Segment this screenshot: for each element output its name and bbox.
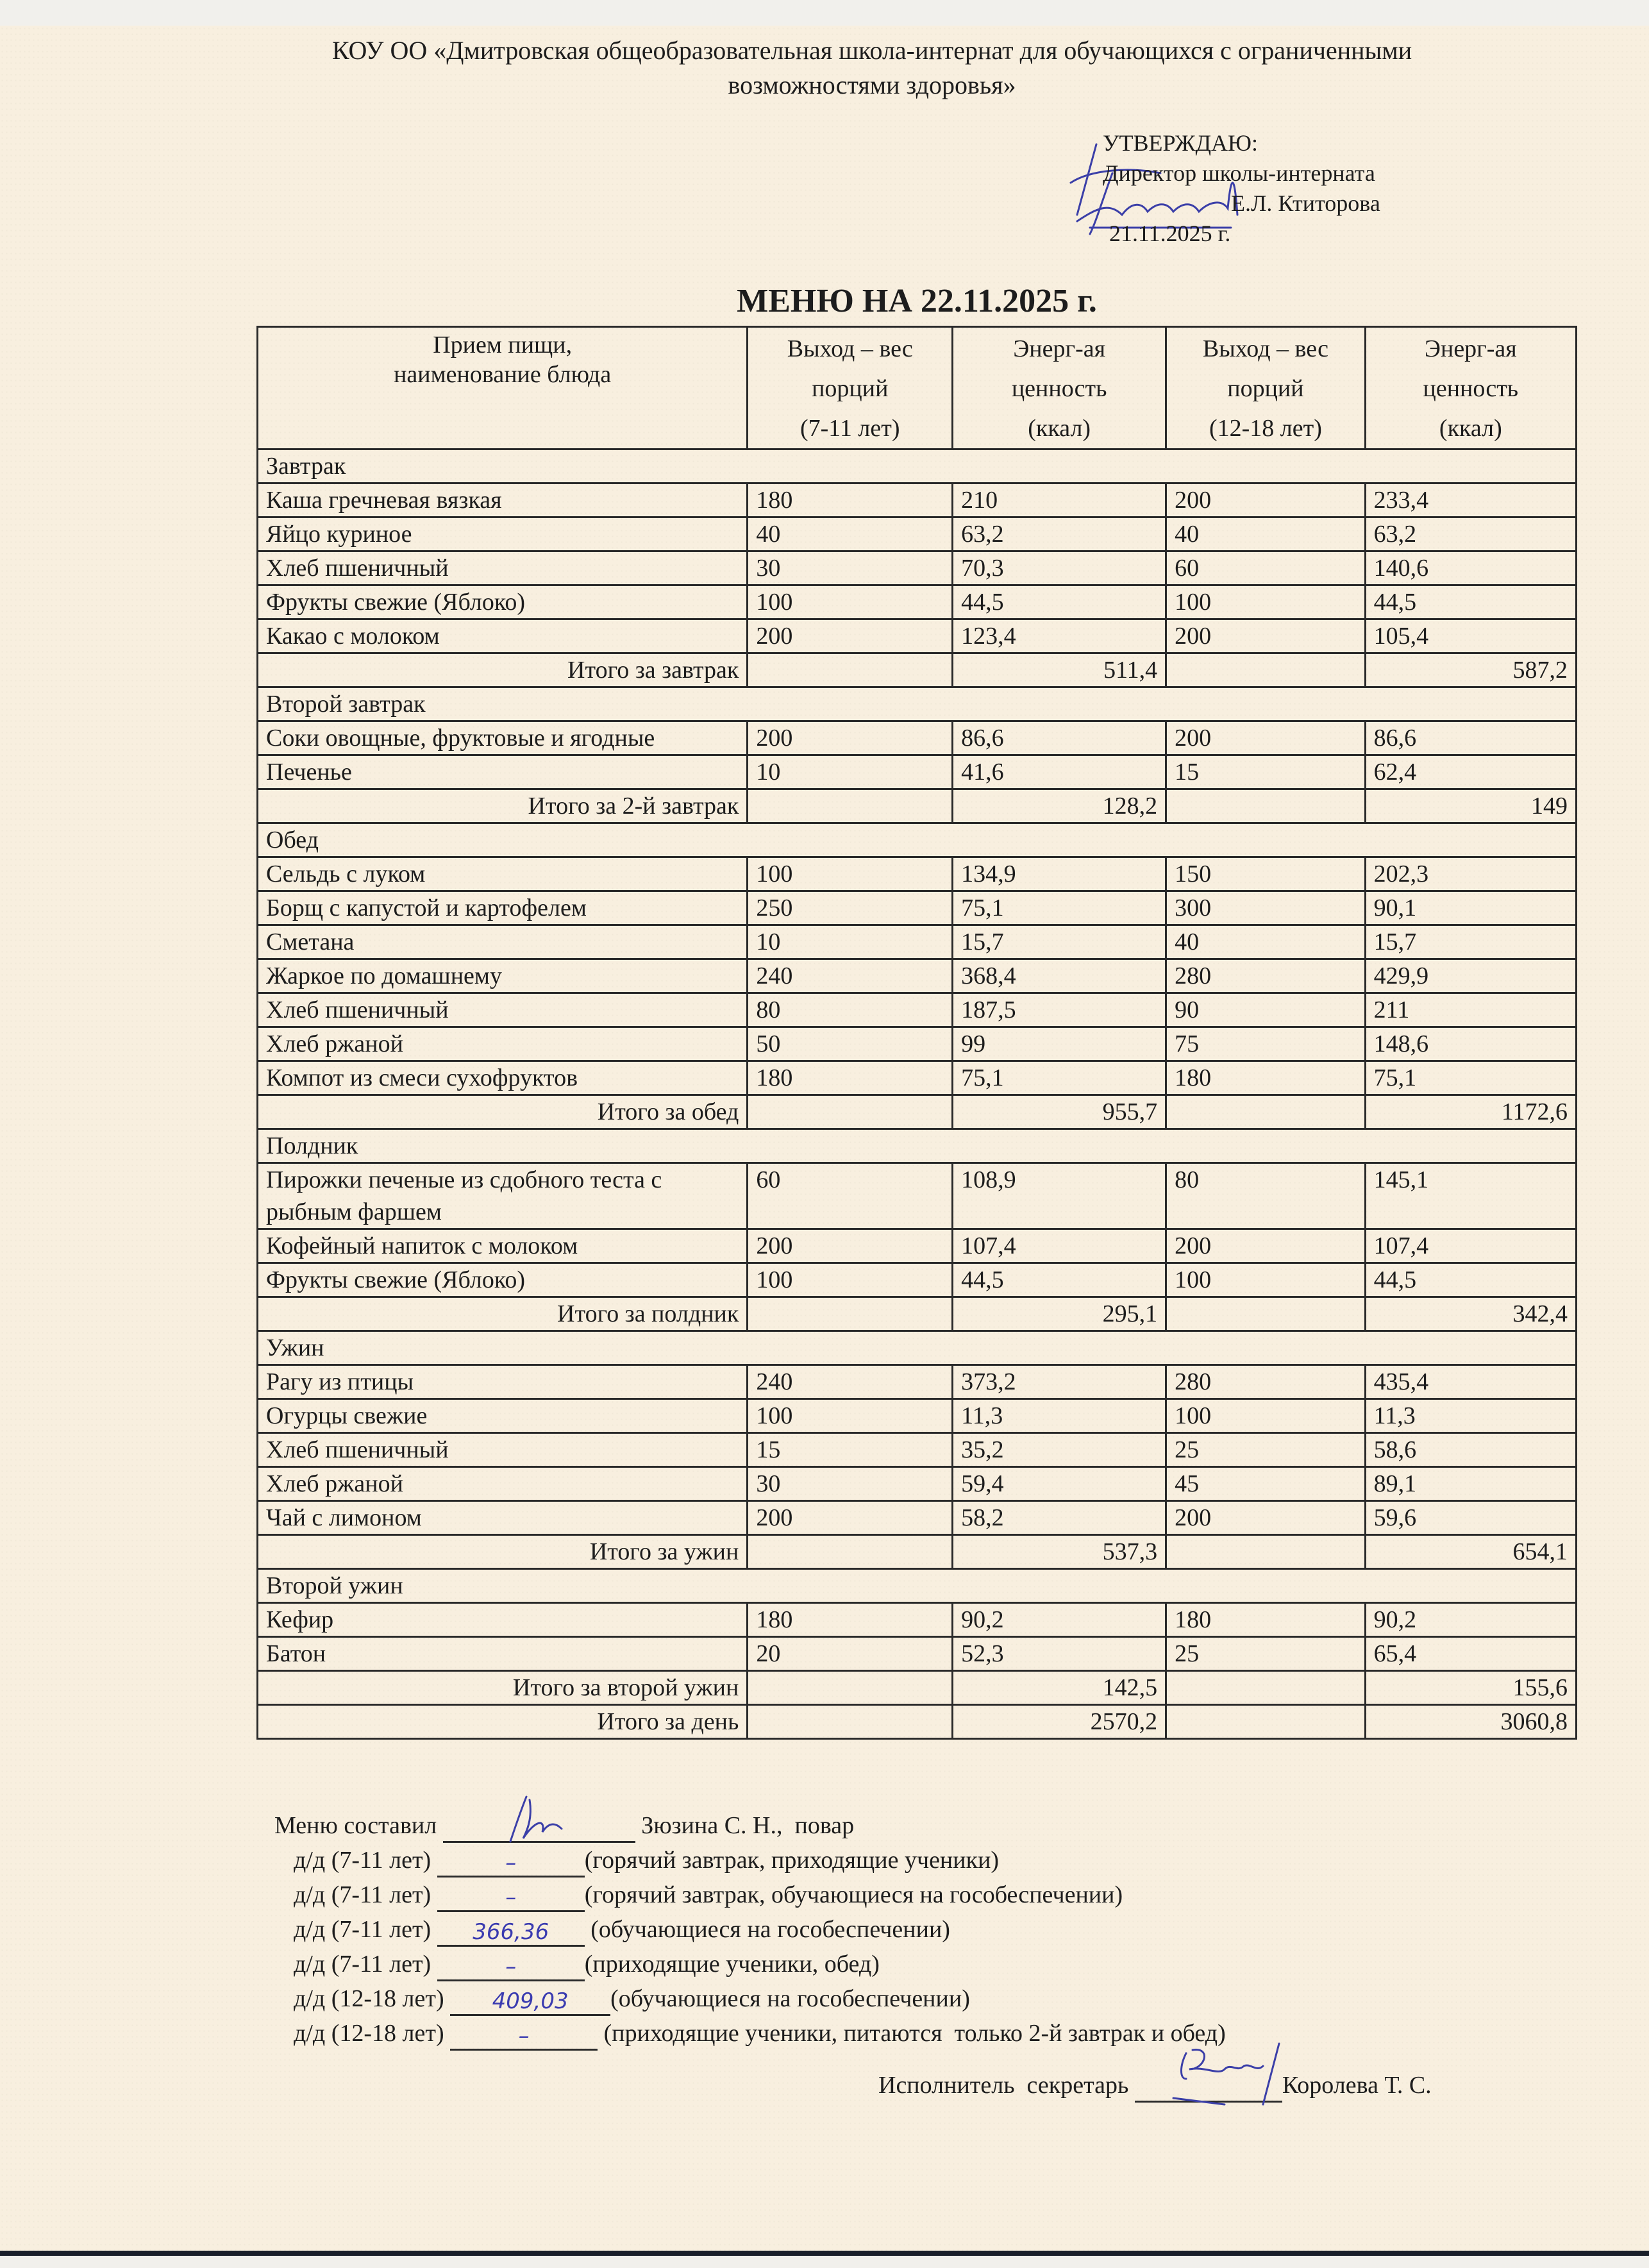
dish-name: Кофейный напиток с молоком [258, 1229, 748, 1263]
section-total-row [258, 1297, 1577, 1331]
total-empty [748, 1535, 953, 1569]
total-energy-12-18: 1172,6 [1365, 1095, 1576, 1129]
total-energy-7-11: 128,2 [953, 789, 1166, 823]
total-energy-7-11: 537,3 [953, 1535, 1166, 1569]
total-label: Итого за 2-й завтрак [258, 789, 748, 823]
executor-name: Королева Т. С. [1282, 2072, 1432, 2099]
dish-name: Батон [258, 1637, 748, 1671]
dish-name: Кефир [258, 1603, 748, 1637]
weight-12-18: 200 [1166, 1229, 1366, 1263]
section-name: Ужин [258, 1331, 1577, 1365]
weight-7-11: 30 [748, 551, 953, 585]
weight-7-11: 10 [748, 925, 953, 959]
dish-name: Хлеб ржаной [258, 1027, 748, 1061]
energy-7-11: 44,5 [953, 585, 1166, 619]
total-energy-7-11: 142,5 [953, 1671, 1166, 1705]
energy-12-18: 90,2 [1365, 1603, 1576, 1637]
table-row [258, 517, 1577, 551]
energy-12-18: 44,5 [1365, 1263, 1576, 1297]
dish-name: Борщ с капустой и картофелем [258, 891, 748, 925]
section-name: Завтрак [258, 449, 1577, 483]
table-row [258, 721, 1577, 755]
weight-7-11: 10 [748, 755, 953, 789]
energy-7-11: 134,9 [953, 857, 1166, 891]
total-label: Итого за обед [258, 1095, 748, 1129]
total-energy-12-18: 155,6 [1365, 1671, 1576, 1705]
section-name: Второй завтрак [258, 687, 1577, 721]
energy-12-18: 148,6 [1365, 1027, 1576, 1061]
table-row [258, 1603, 1577, 1637]
age-group-label: д/д (7-11 лет) [294, 1916, 431, 1943]
footer-block [274, 1808, 1226, 2051]
executor-signature [1135, 2072, 1282, 2103]
day-total-label: Итого за день [258, 1705, 748, 1739]
energy-12-18: 63,2 [1365, 517, 1576, 551]
table-row [258, 857, 1577, 891]
menu-table-body [258, 449, 1577, 1739]
weight-7-11: 30 [748, 1467, 953, 1501]
table-row [258, 1365, 1577, 1399]
dish-name: Сметана [258, 925, 748, 959]
menu-table [256, 326, 1577, 1740]
weight-7-11: 180 [748, 1603, 953, 1637]
table-row [258, 1229, 1577, 1263]
weight-7-11: 180 [748, 1061, 953, 1095]
composed-label: Меню составил [274, 1812, 437, 1839]
daily-cost-note: (приходящие ученики, обед) [584, 1951, 880, 1978]
total-empty [1166, 653, 1366, 687]
total-energy-12-18: 149 [1365, 789, 1576, 823]
table-row [258, 925, 1577, 959]
total-empty [748, 1297, 953, 1331]
total-empty [1166, 1535, 1366, 1569]
weight-7-11: 80 [748, 993, 953, 1027]
dish-name: Фрукты свежие (Яблоко) [258, 585, 748, 619]
section-total-row [258, 653, 1577, 687]
total-empty [1166, 1095, 1366, 1129]
total-label: Итого за ужин [258, 1535, 748, 1569]
table-row [258, 959, 1577, 993]
energy-7-11: 75,1 [953, 891, 1166, 925]
weight-12-18: 100 [1166, 1263, 1366, 1297]
energy-12-18: 15,7 [1365, 925, 1576, 959]
approval-position: Директор школы-интерната [1103, 160, 1375, 186]
section-row [258, 1331, 1577, 1365]
weight-7-11: 200 [748, 619, 953, 653]
age-group-label: д/д (7-11 лет) [294, 1847, 431, 1874]
energy-7-11: 52,3 [953, 1637, 1166, 1671]
total-empty [748, 789, 953, 823]
total-empty [748, 653, 953, 687]
composed-by-row [274, 1808, 1226, 1843]
organization-line-1: КОУ ОО «Дмитровская общеобразовательная школа-интернат для обучающихся с ограниченными [331, 36, 1412, 65]
daily-cost-value: – [450, 2023, 598, 2051]
cook-signature-mark [501, 1793, 590, 1845]
weight-7-11: 240 [748, 959, 953, 993]
day-total-12-18: 3060,8 [1365, 1705, 1576, 1739]
energy-7-11: 44,5 [953, 1263, 1166, 1297]
energy-7-11: 107,4 [953, 1229, 1166, 1263]
weight-7-11: 50 [748, 1027, 953, 1061]
table-header-row [258, 327, 1577, 449]
weight-12-18: 200 [1166, 619, 1366, 653]
energy-12-18: 145,1 [1365, 1163, 1576, 1229]
total-label: Итого за полдник [258, 1297, 748, 1331]
weight-7-11: 100 [748, 1263, 953, 1297]
energy-12-18: 435,4 [1365, 1365, 1576, 1399]
daily-cost-value: – [437, 1954, 585, 1981]
energy-12-18: 140,6 [1365, 551, 1576, 585]
section-total-row [258, 1671, 1577, 1705]
weight-12-18: 25 [1166, 1433, 1366, 1467]
table-row [258, 1501, 1577, 1535]
header-weight-7-11: Выход – вес порций (7-11 лет) [748, 327, 953, 449]
organization-line-2: возможностями здоровья» [728, 71, 1016, 99]
energy-12-18: 62,4 [1365, 755, 1576, 789]
energy-12-18: 58,6 [1365, 1433, 1576, 1467]
dish-name: Фрукты свежие (Яблоко) [258, 1263, 748, 1297]
dish-name: Хлеб ржаной [258, 1467, 748, 1501]
daily-cost-value: – [437, 1850, 585, 1877]
section-total-row [258, 1535, 1577, 1569]
energy-7-11: 90,2 [953, 1603, 1166, 1637]
weight-12-18: 60 [1166, 551, 1366, 585]
header-energy-12-18: Энерг-ая ценность (ккал) [1365, 327, 1576, 449]
total-energy-7-11: 955,7 [953, 1095, 1166, 1129]
table-row [258, 1399, 1577, 1433]
weight-12-18: 280 [1166, 959, 1366, 993]
daily-cost-value: – [437, 1885, 585, 1912]
table-row [258, 1163, 1577, 1229]
daily-cost-line [274, 1912, 1226, 1947]
weight-7-11: 100 [748, 1399, 953, 1433]
table-row [258, 1061, 1577, 1095]
energy-12-18: 233,4 [1365, 483, 1576, 517]
weight-12-18: 40 [1166, 517, 1366, 551]
section-row [258, 687, 1577, 721]
energy-12-18: 211 [1365, 993, 1576, 1027]
dish-name: Каша гречневая вязкая [258, 483, 748, 517]
weight-12-18: 25 [1166, 1637, 1366, 1671]
organization-header [244, 33, 1500, 103]
dish-name: Печенье [258, 755, 748, 789]
energy-7-11: 58,2 [953, 1501, 1166, 1535]
header-dish: Прием пищи, наименование блюда [258, 327, 748, 449]
age-group-label: д/д (7-11 лет) [294, 1951, 431, 1978]
table-row [258, 993, 1577, 1027]
composed-name: Зюзина С. Н., повар [641, 1812, 855, 1839]
total-energy-12-18: 342,4 [1365, 1297, 1576, 1331]
weight-7-11: 250 [748, 891, 953, 925]
weight-12-18: 90 [1166, 993, 1366, 1027]
table-row [258, 1637, 1577, 1671]
weight-7-11: 20 [748, 1637, 953, 1671]
weight-12-18: 180 [1166, 1603, 1366, 1637]
weight-7-11: 100 [748, 585, 953, 619]
daily-cost-line [274, 1877, 1226, 1912]
section-total-row [258, 789, 1577, 823]
daily-cost-value: 366,36 [437, 1919, 585, 1947]
section-name: Второй ужин [258, 1569, 1577, 1603]
daily-cost-line [274, 1843, 1226, 1877]
energy-7-11: 210 [953, 483, 1166, 517]
energy-7-11: 15,7 [953, 925, 1166, 959]
weight-12-18: 45 [1166, 1467, 1366, 1501]
table-row [258, 585, 1577, 619]
age-group-label: д/д (12-18 лет) [294, 2020, 444, 2047]
total-empty [1166, 1705, 1366, 1739]
weight-12-18: 75 [1166, 1027, 1366, 1061]
table-row [258, 891, 1577, 925]
weight-7-11: 200 [748, 1501, 953, 1535]
weight-7-11: 15 [748, 1433, 953, 1467]
dish-name: Жаркое по домашнему [258, 959, 748, 993]
weight-12-18: 200 [1166, 483, 1366, 517]
energy-12-18: 107,4 [1365, 1229, 1576, 1263]
day-total-7-11: 2570,2 [953, 1705, 1166, 1739]
daily-cost-line [274, 1947, 1226, 1981]
table-row [258, 619, 1577, 653]
total-empty [748, 1671, 953, 1705]
dish-name: Чай с лимоном [258, 1501, 748, 1535]
cook-signature [443, 1813, 635, 1843]
weight-12-18: 100 [1166, 1399, 1366, 1433]
header-weight-12-18: Выход – вес порций (12-18 лет) [1166, 327, 1366, 449]
header-energy-7-11: Энерг-ая ценность (ккал) [953, 327, 1166, 449]
dish-name: Какао с молоком [258, 619, 748, 653]
energy-7-11: 86,6 [953, 721, 1166, 755]
table-row [258, 1027, 1577, 1061]
dish-name: Сельдь с луком [258, 857, 748, 891]
energy-12-18: 105,4 [1365, 619, 1576, 653]
executor-label: Исполнитель секретарь [878, 2072, 1135, 2099]
weight-7-11: 180 [748, 483, 953, 517]
daily-cost-note: (обучающиеся на гособеспечении) [584, 1916, 950, 1943]
weight-12-18: 180 [1166, 1061, 1366, 1095]
energy-7-11: 368,4 [953, 959, 1166, 993]
energy-12-18: 44,5 [1365, 585, 1576, 619]
weight-7-11: 100 [748, 857, 953, 891]
energy-7-11: 35,2 [953, 1433, 1166, 1467]
energy-7-11: 70,3 [953, 551, 1166, 585]
daily-cost-lines [274, 1843, 1226, 2051]
energy-12-18: 59,6 [1365, 1501, 1576, 1535]
age-group-label: д/д (12-18 лет) [294, 1985, 444, 2012]
daily-cost-line [274, 1981, 1226, 2016]
energy-12-18: 11,3 [1365, 1399, 1576, 1433]
total-energy-12-18: 654,1 [1365, 1535, 1576, 1569]
total-energy-12-18: 587,2 [1365, 653, 1576, 687]
energy-12-18: 65,4 [1365, 1637, 1576, 1671]
approval-date: 21.11.2025 г. [1109, 221, 1231, 246]
total-label: Итого за завтрак [258, 653, 748, 687]
energy-7-11: 63,2 [953, 517, 1166, 551]
energy-12-18: 89,1 [1365, 1467, 1576, 1501]
approval-block [1103, 128, 1380, 249]
total-energy-7-11: 511,4 [953, 653, 1166, 687]
total-empty [748, 1095, 953, 1129]
dish-name: Рагу из птицы [258, 1365, 748, 1399]
dish-name: Пирожки печеные из сдобного теста с рыбным фаршем [258, 1163, 748, 1229]
approval-name: Е.Л. Ктиторова [1231, 190, 1380, 216]
total-empty [1166, 1671, 1366, 1705]
energy-7-11: 108,9 [953, 1163, 1166, 1229]
table-row [258, 551, 1577, 585]
weight-7-11: 200 [748, 721, 953, 755]
weight-7-11: 40 [748, 517, 953, 551]
weight-12-18: 150 [1166, 857, 1366, 891]
total-label: Итого за второй ужин [258, 1671, 748, 1705]
daily-cost-note: (горячий завтрак, приходящие ученики) [584, 1847, 1000, 1874]
dish-name: Огурцы свежие [258, 1399, 748, 1433]
total-empty [1166, 789, 1366, 823]
dish-name: Компот из смеси сухофруктов [258, 1061, 748, 1095]
total-empty [748, 1705, 953, 1739]
dish-name: Хлеб пшеничный [258, 551, 748, 585]
total-energy-7-11: 295,1 [953, 1297, 1166, 1331]
section-row [258, 449, 1577, 483]
dish-name: Яйцо куриное [258, 517, 748, 551]
weight-12-18: 80 [1166, 1163, 1366, 1229]
table-row [258, 755, 1577, 789]
section-row [258, 823, 1577, 857]
energy-7-11: 41,6 [953, 755, 1166, 789]
table-row [258, 1467, 1577, 1501]
weight-12-18: 300 [1166, 891, 1366, 925]
energy-7-11: 99 [953, 1027, 1166, 1061]
energy-7-11: 373,2 [953, 1365, 1166, 1399]
dish-name: Хлеб пшеничный [258, 1433, 748, 1467]
daily-cost-value: 409,03 [450, 1988, 610, 2016]
energy-7-11: 75,1 [953, 1061, 1166, 1095]
table-row [258, 483, 1577, 517]
section-name: Обед [258, 823, 1577, 857]
page-title: МЕНЮ НА 22.11.2025 г. [737, 283, 1097, 319]
daily-cost-note: (горячий завтрак, обучающиеся на гособеспечении) [584, 1881, 1123, 1908]
executor-row [878, 2068, 1432, 2103]
energy-7-11: 59,4 [953, 1467, 1166, 1501]
energy-12-18: 202,3 [1365, 857, 1576, 891]
section-total-row [258, 1095, 1577, 1129]
total-empty [1166, 1297, 1366, 1331]
weight-12-18: 280 [1166, 1365, 1366, 1399]
energy-7-11: 11,3 [953, 1399, 1166, 1433]
energy-7-11: 187,5 [953, 993, 1166, 1027]
energy-7-11: 123,4 [953, 619, 1166, 653]
dish-name: Хлеб пшеничный [258, 993, 748, 1027]
daily-cost-note: (приходящие ученики, питаются только 2-й завтрак и обед) [598, 2020, 1226, 2047]
section-row [258, 1569, 1577, 1603]
weight-12-18: 100 [1166, 585, 1366, 619]
weight-12-18: 40 [1166, 925, 1366, 959]
table-row [258, 1263, 1577, 1297]
section-name: Полдник [258, 1129, 1577, 1163]
weight-7-11: 200 [748, 1229, 953, 1263]
energy-12-18: 429,9 [1365, 959, 1576, 993]
approval-label: УТВЕРЖДАЮ: [1103, 130, 1259, 156]
section-row [258, 1129, 1577, 1163]
energy-12-18: 90,1 [1365, 891, 1576, 925]
weight-12-18: 200 [1166, 1501, 1366, 1535]
scanner-edge [0, 2251, 1649, 2256]
weight-12-18: 200 [1166, 721, 1366, 755]
daily-cost-line [274, 2016, 1226, 2051]
age-group-label: д/д (7-11 лет) [294, 1881, 431, 1908]
dish-name: Соки овощные, фруктовые и ягодные [258, 721, 748, 755]
executor-signature-mark [1160, 2040, 1289, 2111]
energy-12-18: 86,6 [1365, 721, 1576, 755]
day-total-row [258, 1705, 1577, 1739]
weight-7-11: 240 [748, 1365, 953, 1399]
daily-cost-note: (обучающиеся на гособеспечении) [610, 1985, 970, 2012]
energy-12-18: 75,1 [1365, 1061, 1576, 1095]
weight-12-18: 15 [1166, 755, 1366, 789]
weight-7-11: 60 [748, 1163, 953, 1229]
table-row [258, 1433, 1577, 1467]
